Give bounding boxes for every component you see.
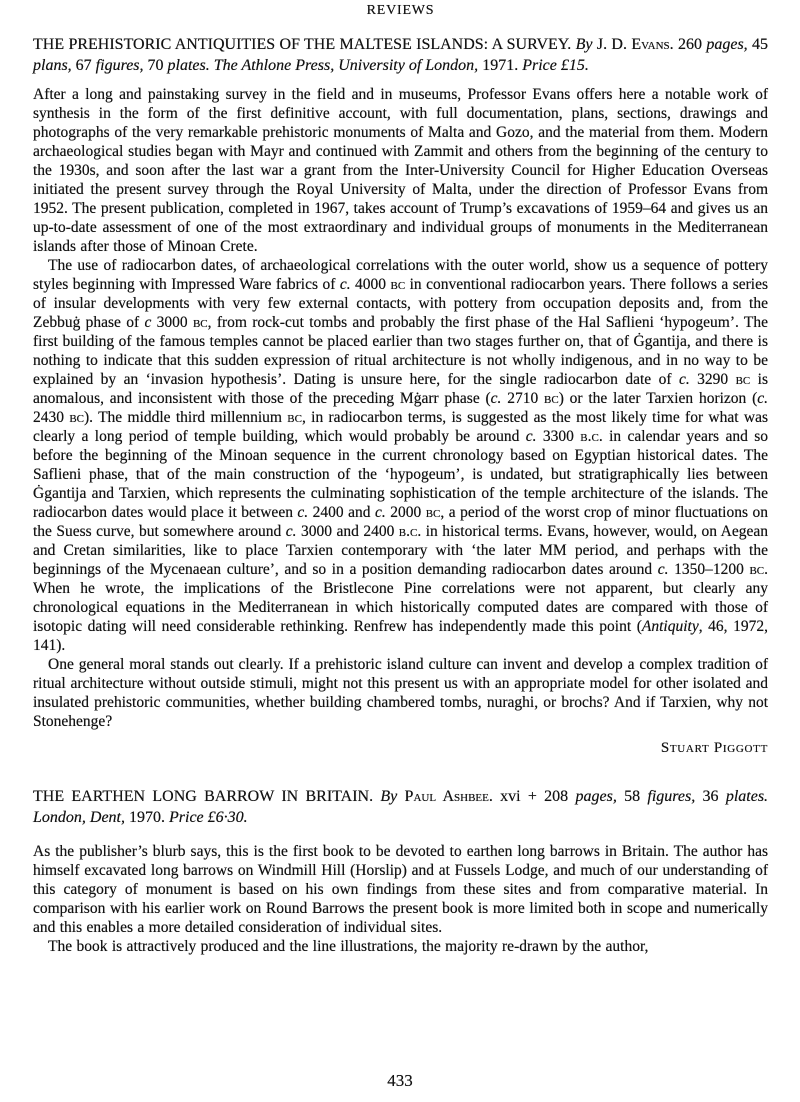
running-head: REVIEWS xyxy=(366,3,435,18)
review-paragraph: The use of radiocarbon dates, of archaeological correlations with the outer world, show us a sequence of pottery styles beginning with Impressed Ware fabrics of c. 4000 bc in conventional radiocarbon years. There follows a series of insular developments with very few external contacts, with pottery from occupation deposits and, from the Zebbuġ phase of c 3000 bc, from rock-cut tombs and probably the first phase of the Hal Saflieni ‘hypogeum’. The first building of the famous temples cannot be placed earlier than two stages further on, that of Ġgantija, and there is nothing to indicate that this sudden expression of ritual architecture is not wholly indigenous, and in no way to be explained by an ‘invasion hypothesis’. Dating is unsure here, for the single radiocarbon date of c. 3290 bc is anomalous, and inconsistent with those of the preceding Mġarr phase (c. 2710 bc) or the later Tarxien horizon (c. 2430 bc). The middle third millennium bc, in radiocarbon terms, is suggested as the most likely time for what was clearly a long period of temple building, which would probably be around c. 3300 b.c. in calendar years and so before the beginning of the Minoan sequence in the current chronology based on Egyptian historical dates. The Saflieni phase, that of the main construction of the ‘hypogeum’, is undated, but stratigraphically lies between Ġgantija and Tarxien, which represents the culminating sophistication of the temple architecture of the islands. The radiocarbon dates would place it between c. 2400 and c. 2000 bc, a period of the worst crop of minor fluctuations on the Suess curve, but somewhere around c. 3000 and 2400 b.c. in historical terms. Evans, however, would, on Aegean and Cretan similarities, like to place Tarxien contemporary with ‘the later MM period, and perhaps with the beginnings of the Mycenaean culture’, and so in a position demanding radiocarbon dates around c. 1350–1200 bc. When he wrote, the implications of the Bristlecone Pine correlations were not apparent, but clearly any chronological equations in the Mediterranean in which historically computed dates are compared with those of isotopic dating will need considerable rethinking. Renfrew has independently made this point (Antiquity, 46, 1972, 141). xyxy=(33,257,769,654)
review-heading: THE PREHISTORIC ANTIQUITIES OF THE MALTESE ISLANDS: A SURVEY. By J. D. Evans. 260 pages, 45 plans, 67 figures, 70 plates. The Athlone Press, University of London, 1971. Price £15. xyxy=(33,36,769,74)
review-section-earthen-long-barrow xyxy=(33,786,768,956)
review-section-maltese-islands xyxy=(33,34,768,758)
review-paragraph: One general moral stands out clearly. If a prehistoric island culture can invent and develop a complex tradition of ritual architecture without outside stimuli, might not this present us with an appropriate model for other isolated and insulated prehistoric communities, whether building chambered tombs, nuraghi, or brochs? And if Tarxien, why not Stonehenge? xyxy=(33,656,768,730)
review-heading: THE EARTHEN LONG BARROW IN BRITAIN. By Paul Ashbee. xvi + 208 pages, 58 figures, 36 plates. London, Dent, 1970. Price £6·30. xyxy=(33,788,769,826)
reviewer-byline: Stuart Piggott xyxy=(660,740,768,756)
review-paragraph: After a long and painstaking survey in the field and in museums, Professor Evans offers here a notable work of synthesis in the form of the first definitive account, with full documentation, plans, sections, drawings and photographs of the very remarkable prehistoric monuments of Malta and Gozo, and the material from them. Modern archaeological studies began with Mayr and continued with Zammit and others from the beginning of the century to the 1930s, and soon after the last war a grant from the Inter-University Council for Higher Education Overseas initiated the present survey through the Royal University of Malta, under the direction of Professor Evans from 1952. The present publication, completed in 1967, takes account of Trump’s excavations of 1959–64 and gives us an up-to-date assessment of one of the most extraordinary and individual groups of monuments in the Mediterranean islands after those of Minoan Crete. xyxy=(33,86,768,255)
review-paragraph: The book is attractively produced and the line illustrations, the majority re-drawn by the author, xyxy=(48,938,649,955)
review-paragraph: As the publisher’s blurb says, this is the first book to be devoted to earthen long barrows in Britain. The author has himself excavated long barrows on Windmill Hill (Horslip) and at Fussels Lodge, and much of our understanding of this category of monument is based on his own findings from these sites and from comparative material. In comparison with his earlier work on Round Barrows the present book is more limited both in scope and numerically and this enables a more detailed consideration of individual sites. xyxy=(33,843,768,936)
page-number: 433 xyxy=(387,1071,413,1090)
